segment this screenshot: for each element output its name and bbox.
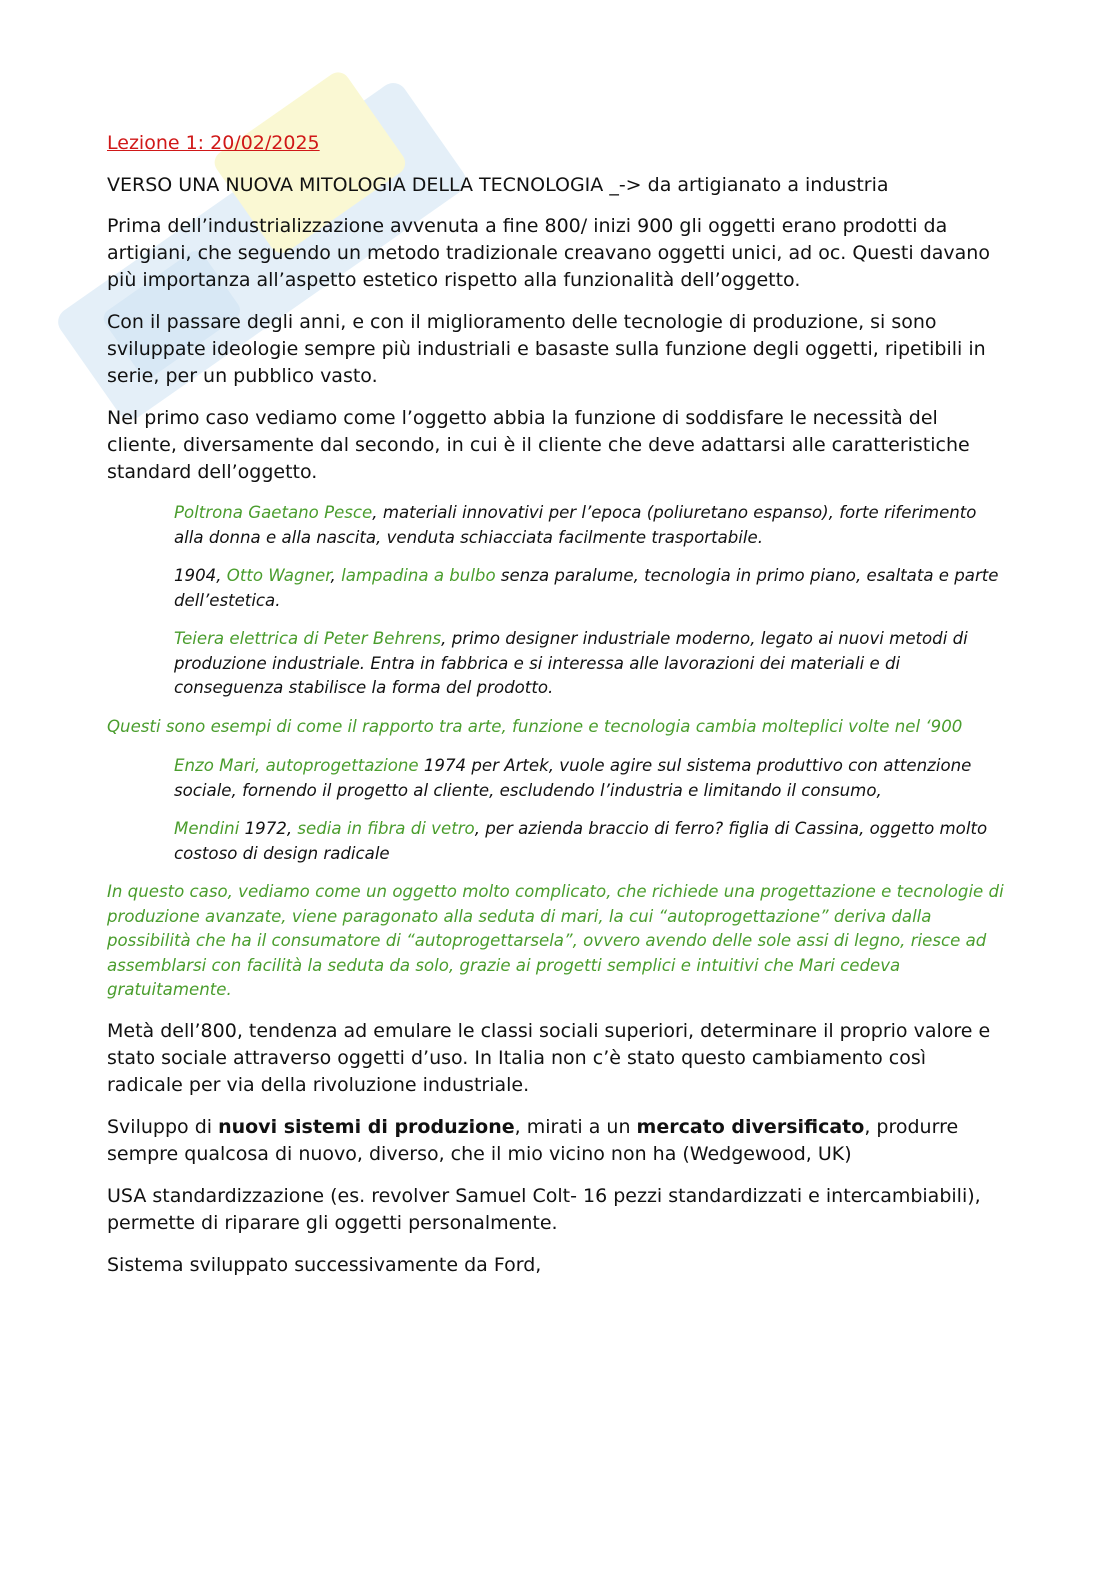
note-paragraph: Questi sono esempi di come il rapporto tra arte, funzione e tecnologia cambia molteplici volte nel ‘900 <box>107 716 963 736</box>
paragraph: Sistema sviluppato successivamente da Ford, <box>107 1253 542 1276</box>
lesson-title: Lezione 1: 20/02/2025 <box>107 132 320 154</box>
paragraph: Metà dell’800, tendenza ad emulare le classi sociali superiori, determinare il proprio valore e stato sociale attraverso oggetti d’uso. In Italia non c’è stato questo cambiamento così radicale per via della rivoluzione industriale. <box>107 1019 991 1096</box>
paragraph: Prima dell’industrializzazione avvenuta a fine 800/ inizi 900 gli oggetti erano prodotti da artigiani, che seguendo un metodo tradizionale creavano oggetti unici, ad oc. Questi davano più importanza all’aspetto estetico rispetto alla funzionalità dell’oggetto. <box>107 215 990 291</box>
note-paragraph: In questo caso, vediamo come un oggetto molto complicato, che richiede una progettazione e tecnologie di produzione avanzate, viene paragonato alla seduta di mari, la cui “autoprogettazione” deriva dalla possibilità che ha il consumatore di “autoprogettarsela”, ovvero avendo delle sole assi di legno, riesce ad assemblarsi con facilità la seduta da solo, grazie ai progetti semplici e intuitivi che Mari cedeva gratuitamente. <box>107 882 1004 999</box>
section-heading: VERSO UNA NUOVA MITOLOGIA DELLA TECNOLOGIA _-> da artigianato a industria <box>107 174 889 196</box>
example-behrens: Teiera elettrica di Peter Behrens, primo designer industriale moderno, legato ai nuovi metodi di produzione industriale. Entra in fabbrica e si interessa alle lavorazioni dei materiali e di conseguenza stabilisce la forma del prodotto. <box>174 629 968 697</box>
paragraph: Sviluppo di nuovi sistemi di produzione, mirati a un mercato diversificato, produrre sempre qualcosa di nuovo, diverso, che il mio vicino non ha (Wedgewood, UK) <box>107 1115 959 1165</box>
example-wagner: 1904, Otto Wagner, lampadina a bulbo senza paralume, tecnologia in primo piano, esaltata e parte dell’estetica. <box>174 566 999 610</box>
document-page <box>107 130 1007 1294</box>
paragraph: USA standardizzazione (es. revolver Samuel Colt- 16 pezzi standardizzati e intercambiabili), permette di riparare gli oggetti personalmente. <box>107 1184 981 1234</box>
paragraph: Nel primo caso vediamo come l’oggetto abbia la funzione di soddisfare le necessità del cliente, diversamente dal secondo, in cui è il cliente che deve adattarsi alle caratteristiche standard dell’oggetto. <box>107 407 970 483</box>
example-mendini: Mendini 1972, sedia in fibra di vetro, per azienda braccio di ferro? figlia di Cassina, oggetto molto costoso di design radicale <box>174 819 988 863</box>
example-pesce: Poltrona Gaetano Pesce, materiali innovativi per l’epoca (poliuretano espanso), forte riferimento alla donna e alla nascita, venduta schiacciata facilmente trasportabile. <box>174 503 977 547</box>
example-mari: Enzo Mari, autoprogettazione 1974 per Artek, vuole agire sul sistema produttivo con attenzione sociale, fornendo il progetto al cliente, escludendo l’industria e limitando il consumo, <box>174 756 972 800</box>
paragraph: Con il passare degli anni, e con il miglioramento delle tecnologie di produzione, si sono sviluppate ideologie sempre più industriali e basaste sulla funzione degli oggetti, ripetibili in serie, per un pubblico vasto. <box>107 311 986 387</box>
